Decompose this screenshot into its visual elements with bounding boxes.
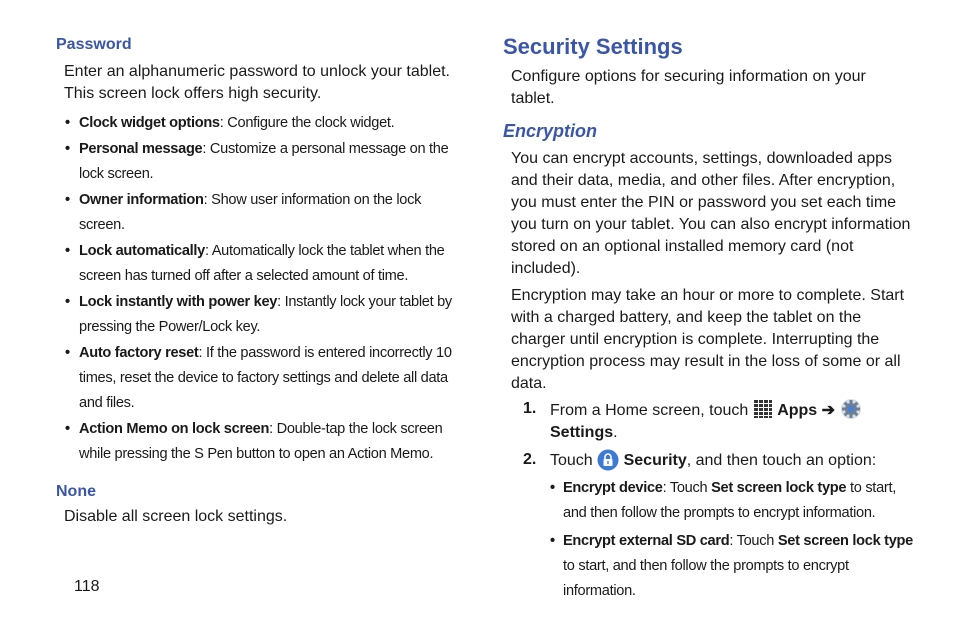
page-number: 118 <box>74 578 100 595</box>
list-item: • Auto factory reset: If the password is entered incorrectly 10 times, reset the device to factory settings and delete all data and files. <box>65 341 466 416</box>
encryption-paragraph-2: Encryption may take an hour or more to complete. Start with a charged battery, and keep the tablet on the charger until encryption is complete. Interrupting the encryption process may result in the loss of some or all data. <box>511 287 905 392</box>
left-column <box>56 36 466 528</box>
none-heading: None <box>56 483 96 500</box>
right-column <box>503 34 913 607</box>
page-title: Security Settings <box>503 34 683 59</box>
list-item: • Clock widget options: Configure the clock widget. <box>65 111 466 136</box>
steps-list <box>503 398 913 472</box>
list-item: • Action Memo on lock screen: Double-tap the lock screen while pressing the S Pen button to open an Action Memo. <box>65 417 466 467</box>
list-item: • Personal message: Customize a personal message on the lock screen. <box>65 137 466 187</box>
step-1: 1. From a Home screen, touch Apps ➔ Settings. <box>503 398 913 444</box>
list-item: • Encrypt external SD card: Touch Set screen lock type to start, and then follow the prompts to encrypt information. <box>550 529 913 604</box>
apps-grid-icon <box>753 399 773 419</box>
step-2: 2. Touch Security, and then touch an option: <box>523 451 877 469</box>
password-options-list <box>56 111 466 467</box>
list-item: • Encrypt device: Touch Set screen lock type to start, and then follow the prompts to encrypt information. <box>550 476 913 526</box>
security-lock-icon <box>597 449 619 471</box>
password-description: Enter an alphanumeric password to unlock your tablet. This screen lock offers high security. <box>64 63 450 102</box>
encryption-options-list <box>503 476 913 604</box>
settings-gear-icon <box>840 398 862 420</box>
list-item: • Lock automatically: Automatically lock the tablet when the screen has turned off after a selected amount of time. <box>65 239 466 289</box>
encryption-paragraph-1: You can encrypt accounts, settings, downloaded apps and their data, media, and other files. After encryption, you must enter the PIN or password you set each time you turn on your tablet. You can also encrypt information stored on an optional installed memory card (not included). <box>511 150 911 277</box>
encryption-heading: Encryption <box>503 121 598 141</box>
list-item: • Owner information: Show user information on the lock screen. <box>65 188 466 238</box>
password-heading: Password <box>56 36 132 53</box>
none-description: Disable all screen lock settings. <box>64 508 288 525</box>
intro-text: Configure options for securing information on your tablet. <box>511 68 866 107</box>
list-item: • Lock instantly with power key: Instantly lock your tablet by pressing the Power/Lock key. <box>65 290 466 340</box>
